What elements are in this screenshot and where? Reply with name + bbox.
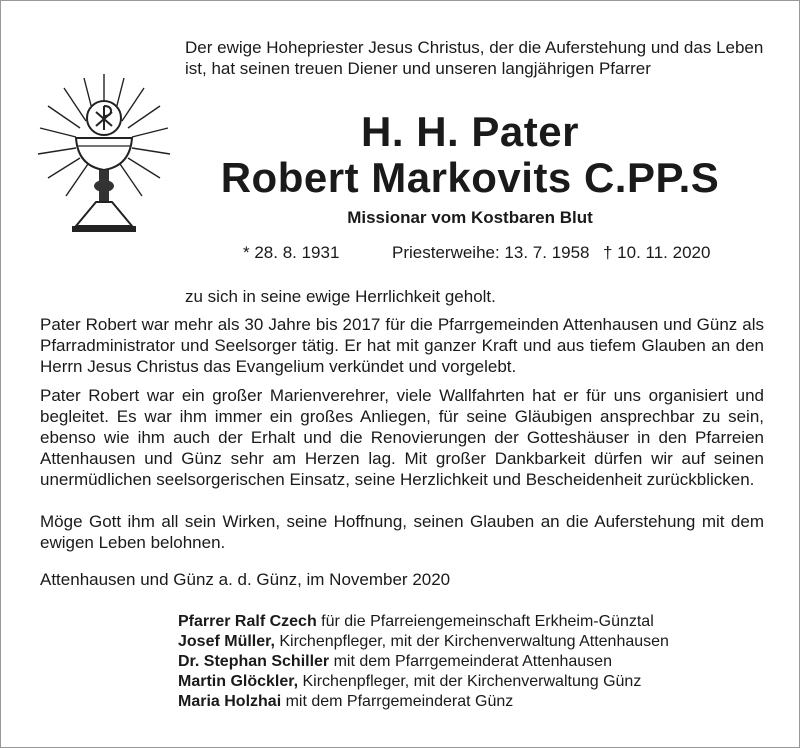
- deceased-name-line2: Robert Markovits C.PP.S: [220, 154, 720, 201]
- signatory: Josef Müller, Kirchenpfleger, mit der Kirchenverwaltung Attenhausen: [178, 633, 669, 650]
- paragraph-devotion: Pater Robert war ein großer Marienverehrer, viele Wallfahrten hat er für uns organisiert und begleitet. Es war ihm immer ein großes Anliegen, für seine Gläubigen ansprechbar zu sein, ebenso wie ihm auch der Erhalt und die Renovierungen der Gotteshäuser in den Pfarreien Attenhausen und Günz sehr am Herzen lag. Mit großer Dankbarkeit dürfen wir auf seinen unermüdlichen seelsorgerischen Einsatz, seine Herzlichkeit und Bescheidenheit zurückblicken.: [40, 386, 764, 489]
- ordination-date: Priesterweihe: 13. 7. 1958: [392, 243, 590, 262]
- signatory: Martin Glöckler, Kirchenpfleger, mit der Kirchenverwaltung Günz: [178, 673, 642, 690]
- paragraph-service: Pater Robert war mehr als 30 Jahre bis 2017 für die Pfarrgemeinden Attenhausen und Günz als Pfarradministrator und Seelsorger tätig. Er hat mit ganzer Kraft und aus tiefem Glauben an den Herrn Jesus Christus das Evangelium verkündet und vorgelebt.: [40, 315, 764, 376]
- intro-text: Der ewige Hohepriester Jesus Christus, der die Auferstehung und das Leben ist, hat seinen treuen Diener und unseren langjährigen Pfarrer: [185, 38, 764, 78]
- deceased-name-line1: H. H. Pater: [361, 108, 579, 155]
- signatories: [178, 612, 669, 712]
- birth-date: * 28. 8. 1931: [243, 243, 340, 262]
- signatory: Pfarrer Ralf Czech für die Pfarreiengemeinschaft Erkheim-Günztal: [178, 613, 654, 630]
- subtitle: Missionar vom Kostbaren Blut: [347, 208, 593, 227]
- signatory: Dr. Stephan Schiller mit dem Pfarrgemeinderat Attenhausen: [178, 653, 612, 670]
- signatory: Maria Holzhai mit dem Pfarrgemeinderat Günz: [178, 693, 514, 710]
- death-date: † 10. 11. 2020: [603, 243, 711, 262]
- place-date: Attenhausen und Günz a. d. Günz, im November 2020: [40, 570, 451, 589]
- paragraph-blessing: Möge Gott ihm all sein Wirken, seine Hoffnung, seinen Glauben an die Auferstehung mit dem ewigen Leben belohnen.: [40, 512, 764, 552]
- called-home-text: zu sich in seine ewige Herrlichkeit geholt.: [185, 287, 496, 306]
